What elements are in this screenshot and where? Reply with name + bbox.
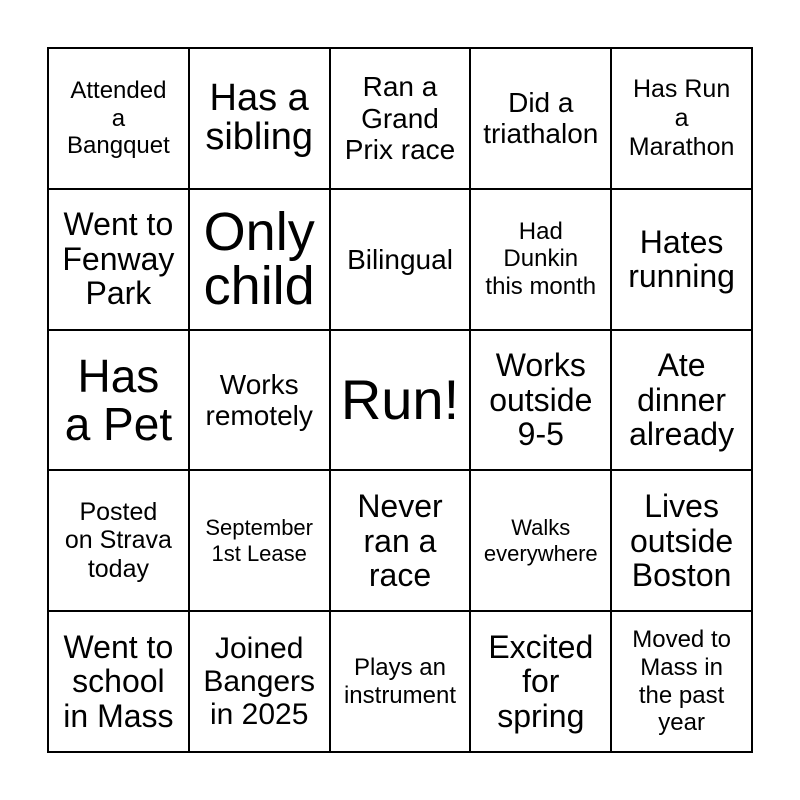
bingo-cell[interactable]: Works outside 9-5: [470, 330, 611, 471]
bingo-cell[interactable]: Did a triathalon: [470, 48, 611, 189]
bingo-cell[interactable]: Has a Pet: [48, 330, 189, 471]
bingo-cell[interactable]: September 1st Lease: [189, 470, 330, 611]
bingo-cell[interactable]: Plays an instrument: [330, 611, 471, 752]
bingo-cell[interactable]: Had Dunkin this month: [470, 189, 611, 330]
bingo-cell[interactable]: Never ran a race: [330, 470, 471, 611]
bingo-cell[interactable]: Walks everywhere: [470, 470, 611, 611]
bingo-cell[interactable]: Has Run a Marathon: [611, 48, 752, 189]
bingo-cell[interactable]: Ran a Grand Prix race: [330, 48, 471, 189]
bingo-cell[interactable]: Excited for spring: [470, 611, 611, 752]
bingo-cell[interactable]: Works remotely: [189, 330, 330, 471]
bingo-cell[interactable]: Went to Fenway Park: [48, 189, 189, 330]
bingo-cell[interactable]: Bilingual: [330, 189, 471, 330]
bingo-board: [47, 47, 753, 753]
bingo-cell[interactable]: Joined Bangers in 2025: [189, 611, 330, 752]
bingo-cell[interactable]: Moved to Mass in the past year: [611, 611, 752, 752]
bingo-cell[interactable]: Only child: [189, 189, 330, 330]
bingo-cell[interactable]: Hates running: [611, 189, 752, 330]
bingo-cell-free[interactable]: Run!: [330, 330, 471, 471]
bingo-cell[interactable]: Has a sibling: [189, 48, 330, 189]
bingo-cell[interactable]: Went to school in Mass: [48, 611, 189, 752]
bingo-cell[interactable]: Attended a Bangquet: [48, 48, 189, 189]
bingo-cell[interactable]: Posted on Strava today: [48, 470, 189, 611]
bingo-cell[interactable]: Ate dinner already: [611, 330, 752, 471]
bingo-cell[interactable]: Lives outside Boston: [611, 470, 752, 611]
